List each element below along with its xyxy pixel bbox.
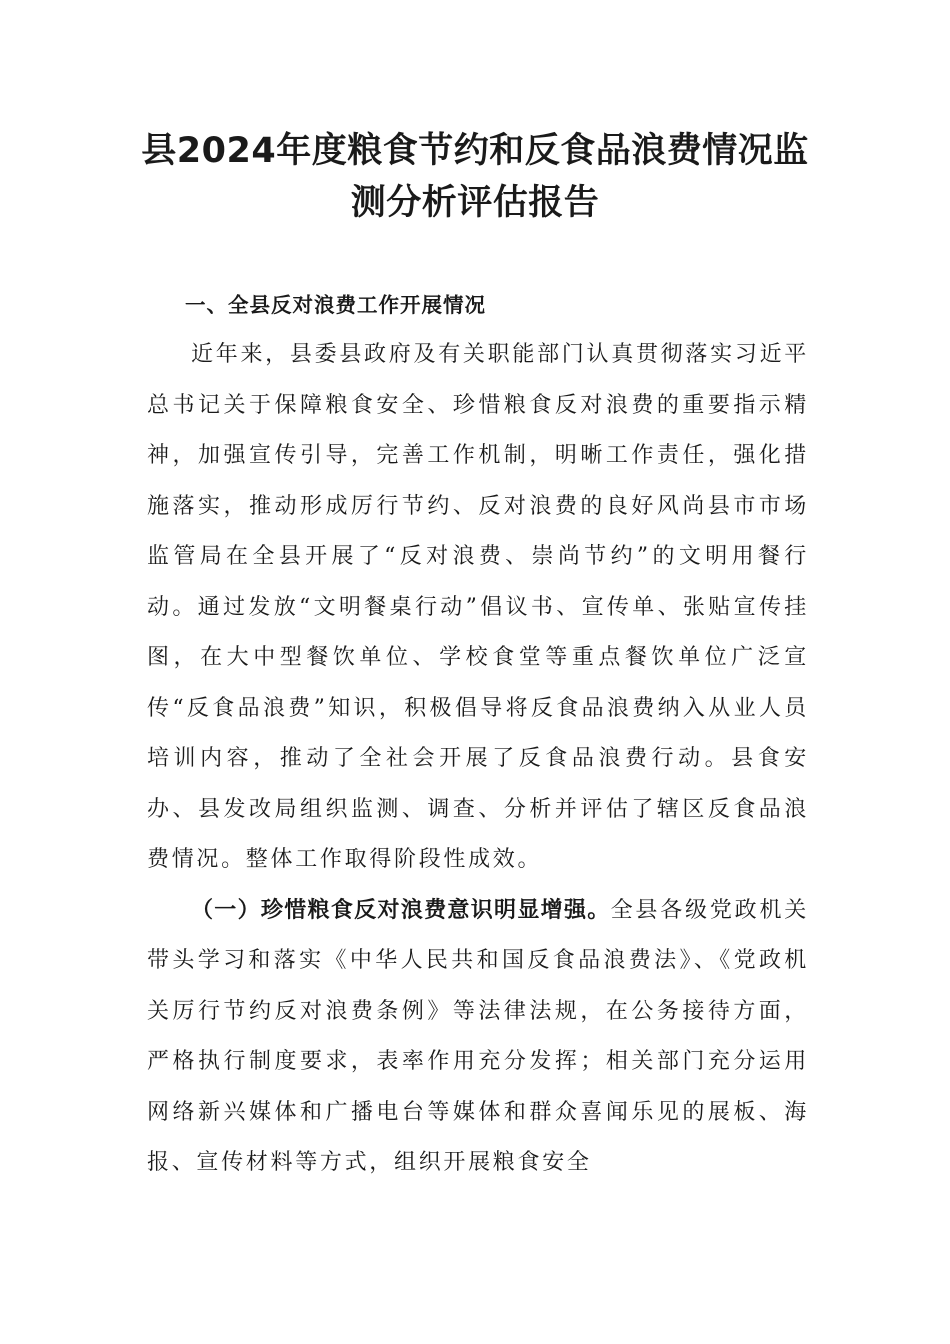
- document-title: 县2024年度粮食节约和反食品浪费情况监测分析评估报告: [141, 131, 809, 223]
- subsection-paragraph: [147, 886, 809, 1189]
- subsection-lead: （一）珍惜粮食反对浪费意识明显增强。: [191, 897, 611, 923]
- section-heading: 一、全县反对浪费工作开展情况: [185, 293, 486, 317]
- document-body: [147, 280, 809, 1189]
- subsection-text: 全县各级党政机关带头学习和落实《中华人民共和国反食品浪费法》、《党政机关厉行节约反对浪费条例》等法律法规，在公务接待方面，严格执行制度要求，表率作用充分发挥；相关部门充分运用网络新兴媒体和广播电台等媒体和群众喜闻乐见的展板、海报、宣传材料等方式，组织开展粮食安全: [147, 897, 809, 1175]
- body-paragraph: 近年来，县委县政府及有关职能部门认真贯彻落实习近平总书记关于保障粮食安全、珍惜粮食反对浪费的重要指示精神，加强宣传引导，完善工作机制，明晰工作责任，强化措施落实，推动形成厉行节约、反对浪费的良好风尚县市市场监管局在全县开展了“反对浪费、崇尚节约”的文明用餐行动。通过发放“文明餐桌行动”倡议书、宣传单、张贴宣传挂图，在大中型餐饮单位、学校食堂等重点餐饮单位广泛宣传“反食品浪费”知识，积极倡导将反食品浪费纳入从业人员培训内容，推动了全社会开展了反食品浪费行动。县食安办、县发改局组织监测、调查、分析并评估了辖区反食品浪费情况。整体工作取得阶段性成效。: [147, 342, 809, 872]
